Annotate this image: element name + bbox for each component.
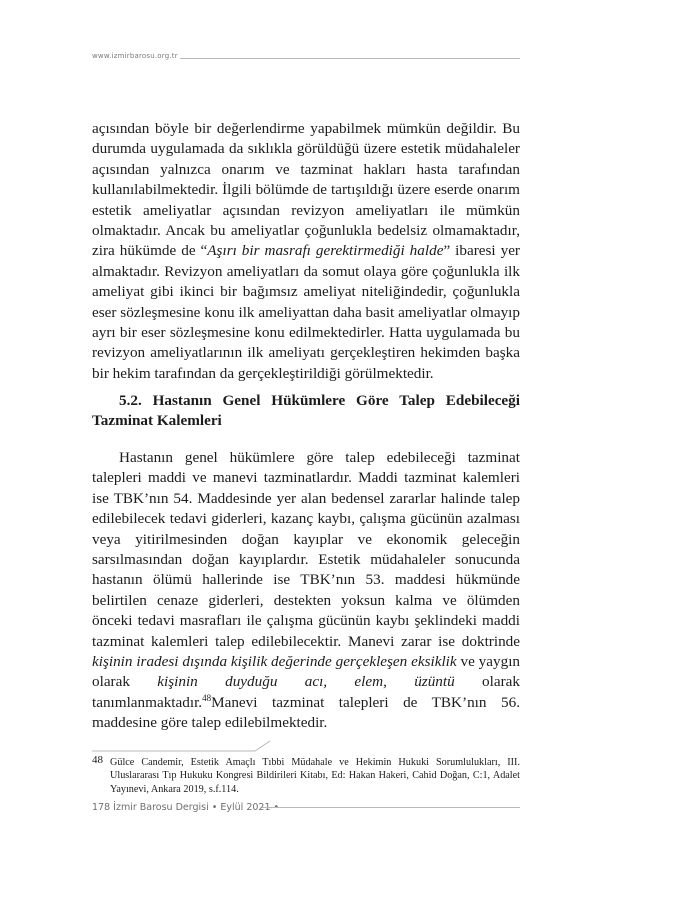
footnote-divider [92,740,272,752]
footnote-text: Gülce Candemir, Estetik Amaçlı Tıbbi Müdahale ve Hekimin Hukuki Sorumlulukları, III. Uluslararası Tıp Hukuku Kongresi Bildirileri Kitabı, Ed: Hakan Hakeri, Cahid Doğan, C:1, Adalet Yayınevi, Ankara 2019, s.f.114. [110,757,520,795]
italic-definition: kişinin iradesi dışında kişilik değerinde gerçekleşen eksiklik [92,653,457,671]
header-url: www.izmirbarosu.org.tr [92,52,178,60]
footer-divider [262,807,520,808]
text-run: Hastanın genel hükümlere göre talep edebileceği tazminat talepleri maddi ve manevi tazminatlardır. Maddi tazminat kalemleri ise TBK’nın 54. Maddesinde yer alan bedensel zararlar halinde talep edilebilecek tedavi giderleri, kazanç kaybı, çalışma gücünün azalması veya yitirilmesinden doğan kayıplar ve ekonomik geleceğin sarsılmasından doğan kayıplardır. Estetik müdahaleler sonucunda hastanın ölümü hallerinde ise TBK’nın 53. maddesi hükmünde belirtilen cenaze giderleri, destekten yoksun kalma ve ölümden önceki tedavi masrafları ile çalışma gücünün kaybı şeklindeki maddi tazminat kalemleri talep edilebilecektir. Manevi zarar ise doktrinde [92,449,520,650]
paragraph-text [92,448,520,734]
footnote-number: 48 [92,754,103,766]
section-heading: 5.2. Hastanın Genel Hükümlere Göre Talep Edebileceği Tazminat Kalemleri [92,392,520,430]
text-run: olarak tanımlanmaktadır. [92,673,520,711]
text-run: ” ibaresi yer almaktadır. Revizyon ameliyatları da somut olaya göre çoğunlukla ilk ameliyat gibi ikinci bir bağımsız ameliyat niteliğindedir, çoğunlukla eser sözleşmesine konu ilk ameliyattan daha basit ameliyatlar olmayıp ayrı bir eser sözleşmesine konu edilmektedirler. Hatta uygulamada bu revizyon ameliyatlarının ilk ameliyatı gerçekleştiren hekimden başka bir hekim tarafından da gerçekleştirildiği görülmektedir. [92,242,520,382]
italic-quote: Aşırı bir masrafı gerektirmediği halde [207,242,444,260]
footnote [92,756,520,796]
header-divider [180,58,520,59]
paragraph-continued [92,119,520,384]
text-run: Manevi tazminat talepleri de TBK’nın 56. maddesine göre talep edilebilmektedir. [92,693,520,732]
paragraph-text [92,119,520,384]
italic-definition: kişinin duyduğu acı, elem, üzüntü [157,673,455,691]
paragraph-compensation [92,448,520,734]
page-footer: 178 İzmir Barosu Dergisi • Eylül 2021 • [92,802,280,813]
text-run: açısından böyle bir değerlendirme yapabilmek mümkün değildir. Bu durumda uygulamada da sıklıkla görüldüğü üzere estetik müdahaleler açısından yalnızca onarım ve tazminat hakları hasta tarafından kullanılabilmektedir. İlgili bölümde de tartışıldığı üzere eserde onarım estetik ameliyatlar açısından revizyon ameliyatları ile mümkün olmaktadır. Ancak bu ameliyatlar çoğunlukla bedelsiz olmamaktadır, zira hükümde de “ [92,120,520,260]
text-run: ve yaygın olarak [92,653,521,691]
footnote-reference[interactable]: 48 [202,692,212,703]
